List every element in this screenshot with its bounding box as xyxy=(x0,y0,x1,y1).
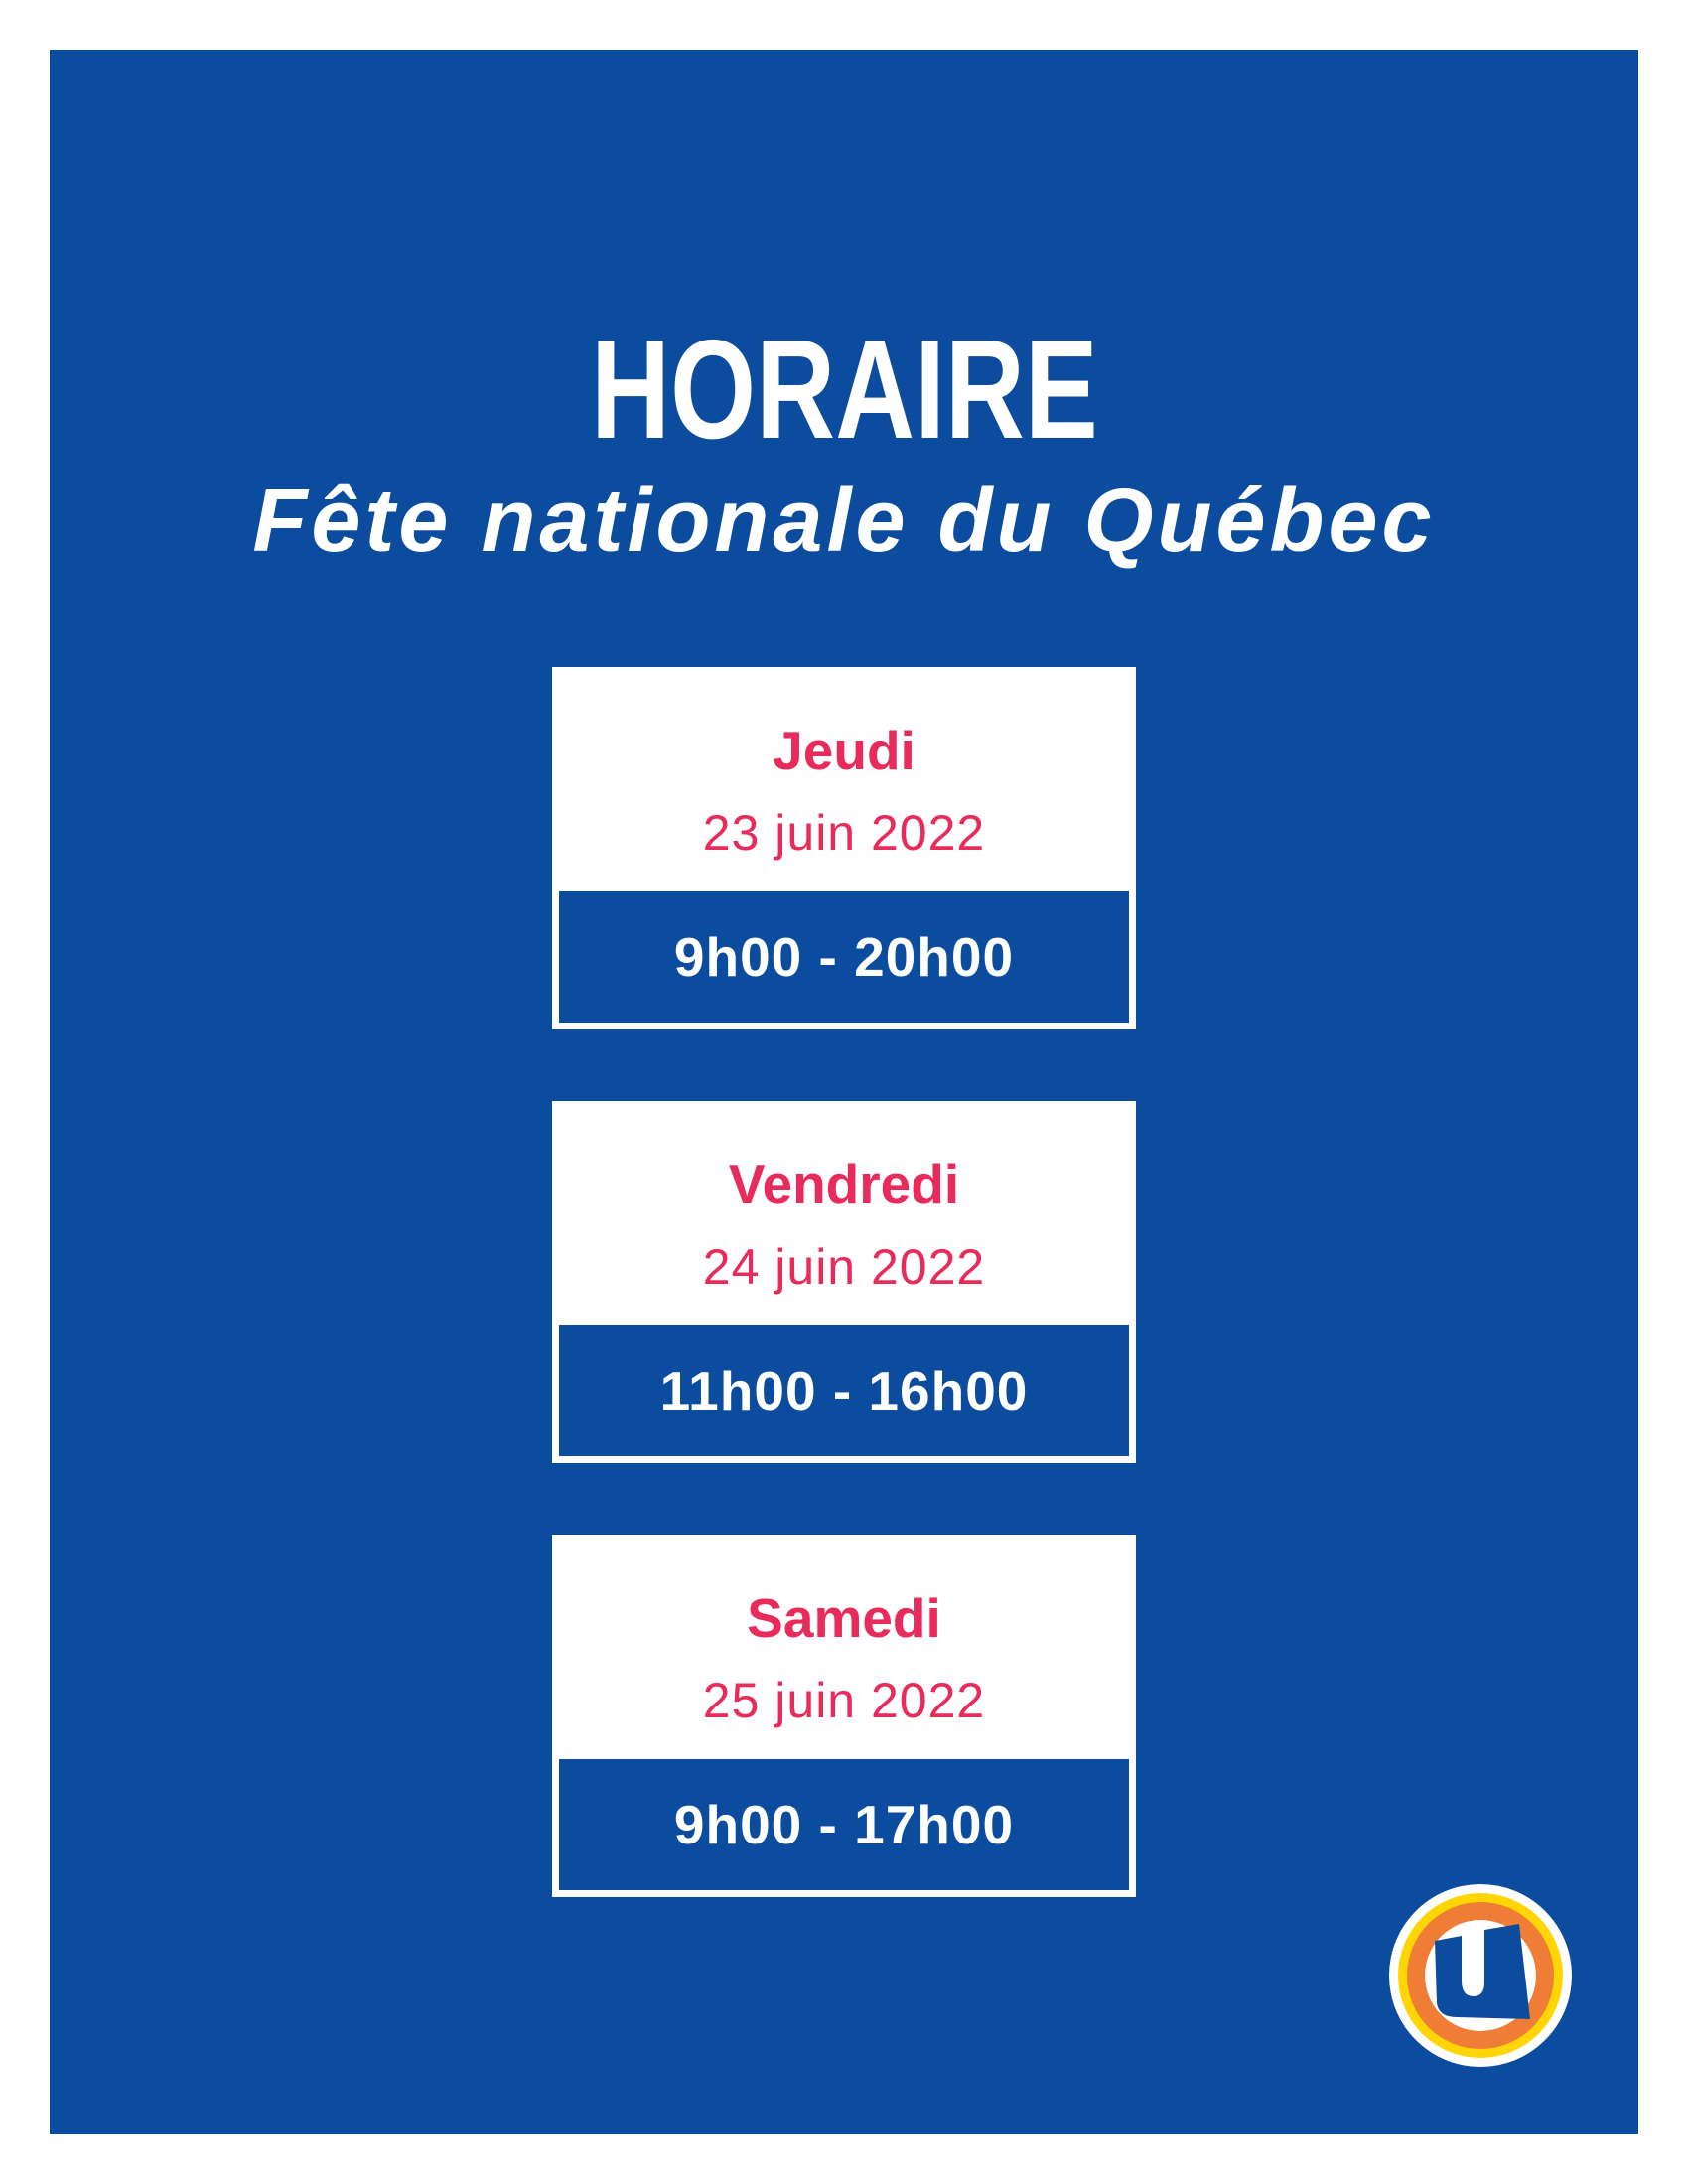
day-label: Jeudi xyxy=(773,720,915,781)
u-logo-svg xyxy=(1389,1884,1572,2067)
schedule-card-jeudi xyxy=(552,667,1136,1029)
uniprix-u-logo-icon xyxy=(1389,1884,1572,2067)
day-label: Vendredi xyxy=(728,1154,960,1215)
schedule-card-samedi xyxy=(552,1535,1136,1897)
hours-label: 9h00 - 17h00 xyxy=(673,1793,1015,1855)
poster-blue-panel xyxy=(50,50,1638,2134)
poster-title xyxy=(50,311,1638,469)
date-label: 25 juin 2022 xyxy=(702,1673,986,1728)
date-label: 24 juin 2022 xyxy=(702,1239,986,1295)
date-label: 23 juin 2022 xyxy=(702,805,986,861)
schedule-card-vendredi xyxy=(552,1101,1136,1463)
poster-title-text: HORAIRE xyxy=(590,311,1098,469)
hours-bar xyxy=(559,1759,1129,1890)
hours-label: 9h00 - 20h00 xyxy=(673,925,1015,988)
hours-label: 11h00 - 16h00 xyxy=(659,1359,1029,1422)
day-label: Samedi xyxy=(747,1587,941,1649)
hours-bar xyxy=(559,1325,1129,1456)
hours-bar xyxy=(559,891,1129,1023)
poster-subtitle: Fête nationale du Québec xyxy=(252,472,1436,571)
